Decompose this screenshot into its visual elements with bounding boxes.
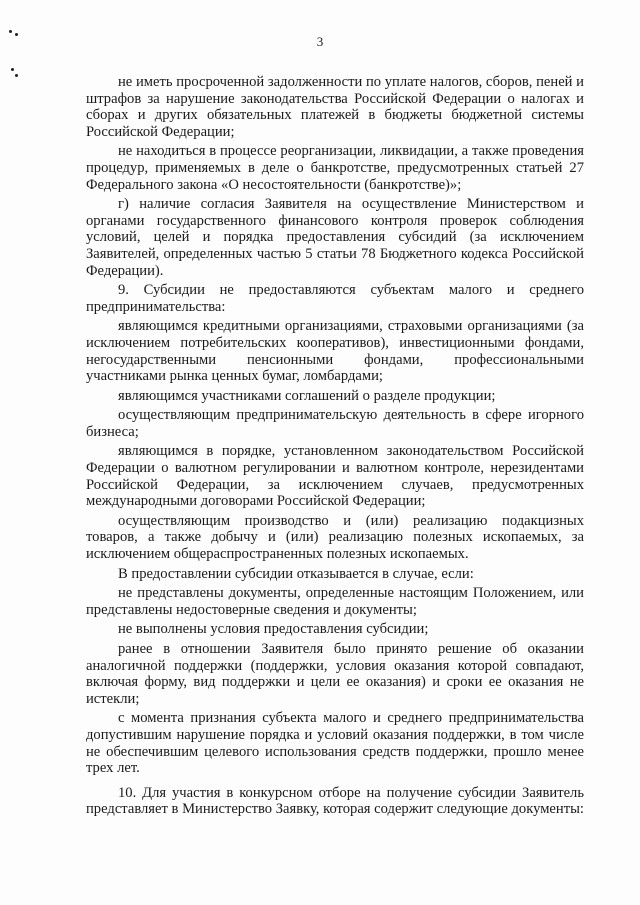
paragraph: являющимся кредитными организациями, страховыми организациями (за исключением потребительских кооперативов), инвестиционными фондами, негосударственными пенсионными фондами, профессиональными участниками рынка ценных бумаг, ломбардами; xyxy=(86,318,584,385)
paragraph: не иметь просроченной задолженности по уплате налогов, сборов, пеней и штрафов за нарушение законодательства Российской Федерации о налогах и сборах и других обязательных платежей в бюджеты бюджетной системы Российской Федерации; xyxy=(86,74,584,140)
paragraph: В предоставлении субсидии отказывается в случае, если: xyxy=(118,565,474,582)
page-number: 3 xyxy=(316,34,324,49)
paragraph: не представлены документы, определенные настоящим Положением, или представлены недостоверные сведения и документы; xyxy=(86,585,584,618)
paragraph-section-9: 9. Субсидии не предоставляются субъектам малого и среднего предпринимательства: xyxy=(86,282,584,315)
document-body xyxy=(86,74,584,821)
paragraph: ранее в отношении Заявителя было принято решение об оказании аналогичной поддержки (поддержки, условия оказания которой совпадают, включая форму, вид поддержки и цели ее оказания) и сроки ее оказания не истекли; xyxy=(86,641,584,707)
paragraph: осуществляющим предпринимательскую деятельность в сфере игорного бизнеса; xyxy=(86,407,584,440)
paragraph: не выполнены условия предоставления субсидии; xyxy=(118,621,429,638)
paragraph-section-10: 10. Для участия в конкурсном отборе на получение субсидии Заявитель представляет в Министерство Заявку, которая содержит следующие документы: xyxy=(86,784,584,818)
paragraph: являющимся участниками соглашений о разделе продукции; xyxy=(118,387,496,404)
paragraph: г) наличие согласия Заявителя на осуществление Министерством и органами государственного финансового контроля проверок соблюдения условий, целей и порядка предоставления субсидий (за исключением Заявителей, определенных частью 5 статьи 78 Бюджетного кодекса Российской Федерации). xyxy=(86,196,584,279)
paragraph: с момента признания субъекта малого и среднего предпринимательства допустившим нарушение порядка и условий оказания поддержки, в том числе не обеспечившим целевого использования средств поддержки, прошло менее трех лет. xyxy=(86,710,584,777)
paragraph: осуществляющим производство и (или) реализацию подакцизных товаров, а также добычу и (или) реализацию полезных ископаемых, за исключением общераспространенных полезных ископаемых. xyxy=(86,512,584,563)
paragraph: не находиться в процессе реорганизации, ликвидации, а также проведения процедур, применяемых в деле о банкротстве, предусмотренных статьей 27 Федерального закона «О несостоятельности (банкротстве)»; xyxy=(86,143,584,193)
paragraph: являющимся в порядке, установленном законодательством Российской Федерации о валютном регулировании и валютном контроле, нерезидентами Российской Федерации, за исключением случаев, предусмотренных международными договорами Российской Федерации; xyxy=(86,443,584,510)
